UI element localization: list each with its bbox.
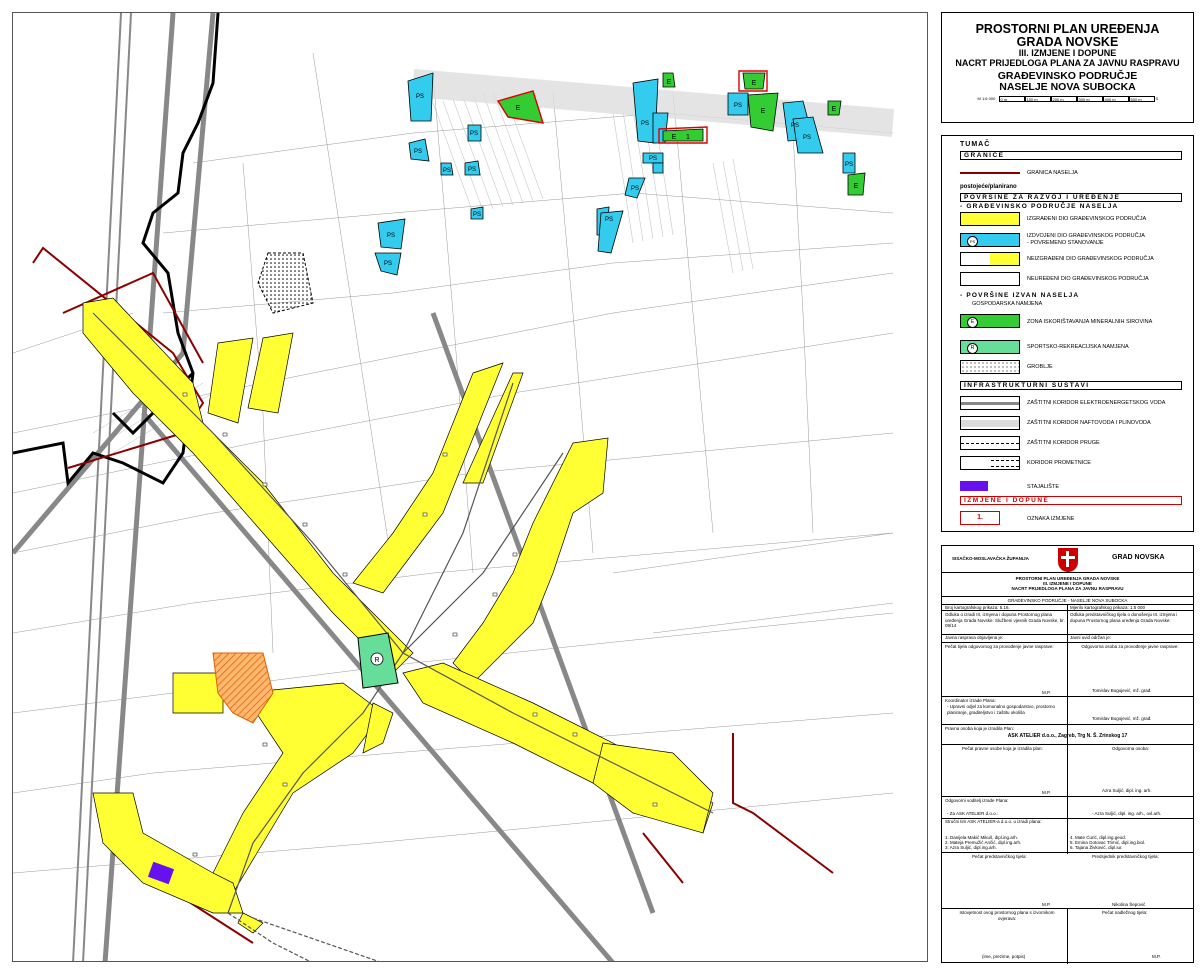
swatch-pipeline [960, 416, 1020, 430]
legend-header-povrsine: POVRŠINE ZA RAZVOJ I UREĐENJE [960, 193, 1182, 202]
svg-text:PS: PS [472, 212, 482, 218]
swatch-road [960, 456, 1020, 470]
legend-title: TUMAČ [960, 141, 991, 148]
svg-text:PS: PS [467, 167, 477, 173]
legend-header-infra: INFRASTRUKTURNI SUSTAVI [960, 381, 1182, 390]
swatch-rail [960, 436, 1020, 450]
svg-text:PS: PS [733, 103, 743, 109]
swatch-unregulated [960, 272, 1020, 286]
swatch-change: 1. [960, 511, 1000, 525]
svg-text:1: 1 [686, 134, 690, 141]
swatch-sport: R [960, 340, 1020, 354]
swatch-built [960, 212, 1020, 226]
cadastral-map [13, 13, 928, 962]
svg-text:PS: PS [640, 121, 650, 127]
sport-label: R [374, 657, 380, 664]
coat-of-arms-icon [1058, 548, 1078, 572]
svg-text:PS: PS [383, 261, 393, 267]
svg-text:E: E [671, 134, 677, 141]
scale-bar: M 1:6 000 0 m 100 m 200 m 300 m 400 m 500 m S [977, 96, 1159, 103]
svg-text:PS: PS [648, 156, 658, 162]
swatch-cemetery [960, 360, 1020, 374]
svg-text:E: E [853, 183, 859, 190]
city-name: GRADA NOVSKE [1016, 35, 1119, 50]
swatch-unbuilt [960, 252, 1020, 266]
svg-text:PS: PS [802, 135, 812, 141]
swatch-power [960, 396, 1020, 410]
map-subject: GRAĐEVINSKO PODRUČJE [997, 70, 1138, 83]
swatch-separate: PS [960, 233, 1020, 247]
legend-header-granice: GRANICE [960, 151, 1182, 160]
stamp-block: SISAČKO-MOSLAVAČKA ŽUPANIJA GRAD NOVSKA PROSTORNI PLAN UREĐENJA GRADA NOVSKE III. IZMJENE I DOPUNE NACRT PRIJEDLOGA PLANA ZA JAVNU RASPRAVU GRAĐEVINSKO PODRUČJE - NASELJE NOVA SUBOCKA Broj kartografskog prikaza: 5.16. Mjerilo kartografskog prikaza: 1:5 000 Odluka o izradi III. izmjena i dopuna Prostornog plana uređenja Grada Novske: Službeni vjesnik Grada Novske, br. 09/14 Odluka predstavničkog tijela o donošenju III. izmjena i dopuna Prostornog plana uređenja Grada Novske: Javna rasprava objavljena je: Javni uvid održan je: Pečat tijela odgovornog za provođenje javne rasprave: Odgovorna osoba za provođenje javne rasprave: M.P. Tomislav Bogojević, mž. građ. Koordinator izrade Plana: - Upravni odjel za komunalno gospodarstvo, prostorno planiranje, graditeljstvo i zaštitu okoliša Tomislav Bogojević, mž. građ. Pravna osoba koja je izradila Plan: ASK ATELIER d.o.o., Zagreb, Trg N. Š. Zrinskog 17 Pečat pravne osobe koja je izradila plan: Odgovorna osoba: M.P. Azra Suljić, dipl. ing. arh. Odgovorni voditelj izrade Plana: - Za ASK ATELIER d.o.o.: - Azra Suljić, dipl. ing. arh., ovl.arh. Stručni tim ASK ATELIER-a d.o.o. u izradi plana: 1. Danijela Makić Mikuš, dipl.ing.arh. 2. Mateja Premužić Ančić, dipl.ing.arh. 3. Azra Suljić, dipl.ing.arh. 4. Mate Ćurić, dipl.ing.geod. 5. Emina Gotovac Trimić, dipl.ing.biol. 6. Tajana Živković, dipl.iur. Pečat predstavničkog tijela: Predsjednik predstavničkog tijela: M.P. Nikolina Šepović Istovjetnost ovog prostornog plana s izvornikom ovjerava: Pečat nadležnog tijela: (ime, prezime, potpis) M.P. [941, 545, 1194, 963]
svg-text:E: E [760, 108, 766, 115]
svg-text:E: E [831, 106, 837, 113]
map-area[interactable] [12, 12, 928, 962]
svg-text:PS: PS [604, 217, 614, 223]
svg-text:E: E [666, 79, 672, 86]
swatch-bus-stop [960, 481, 988, 491]
title-block [941, 12, 1194, 123]
svg-text:E: E [515, 105, 521, 112]
draft-status: NACRT PRIJEDLOGA PLANA ZA JAVNU RASPRAVU [955, 57, 1180, 68]
svg-text:PS: PS [442, 168, 452, 174]
built-areas [83, 298, 713, 933]
revision: III. IZMJENE I DOPUNE [1018, 48, 1117, 59]
svg-text:E: E [751, 80, 757, 87]
svg-text:PS: PS [469, 131, 479, 137]
plan-title: PROSTORNI PLAN UREĐENJA [975, 22, 1160, 36]
settlement-name: NASELJE NOVA SUBOCKA [999, 81, 1136, 94]
svg-text:PS: PS [790, 123, 800, 129]
svg-text:PS: PS [415, 94, 425, 100]
legend: TUMAČ GRANICE GRANICA NASELJA postojeće/planirano POVRŠINE ZA RAZVOJ I UREĐENJE - GRAĐEVINSKO PODRUČJE NASELJA IZGRAĐENI DIO GRAĐEVINSKOG PODRUČJA PS IZDVOJENI DIO GRAĐEVINSKOG PODRUČJA - POVREMENO STANOVANJE NEIZGRAĐENI DIO GRAĐEVINSKOG PODRUČJA NEUREĐENI DIO GRAĐEVINSKOG PODRUČJA - POVRŠINE IZVAN NASELJA GOSPODARSKA NAMJENA E ZONA ISKORIŠTAVANJA MINERALNIH SIROVINA R SPORTSKO-REKREACIJSKA NAMJENA GROBLJE INFRASTRUKTURNI SUSTAVI ZAŠTITNI KORIDOR ELEKTROENERGETSKOG VODA ZAŠTITNI KORIDOR NAFTOVODA I PLINOVODA ZAŠTITNI KORIDOR PRUGE KORIDOR PROMETNICE STAJALIŠTE IZMJENE I DOPUNE 1. OZNAKA IZMJENE [941, 135, 1194, 532]
swatch-boundary [960, 166, 1020, 180]
svg-text:PS: PS [386, 233, 396, 239]
svg-text:PS: PS [413, 149, 423, 155]
svg-text:PS: PS [844, 162, 854, 168]
legend-header-izmjene: IZMJENE I DOPUNE [960, 496, 1182, 505]
svg-text:PS: PS [630, 186, 640, 192]
swatch-mineral: E [960, 314, 1020, 328]
